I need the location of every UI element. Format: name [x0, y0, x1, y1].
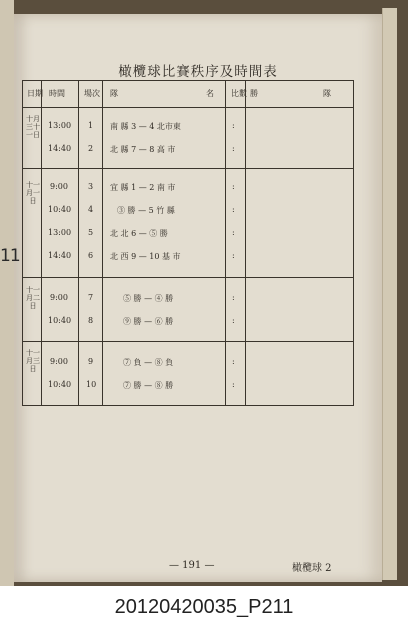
row-seq: 5 — [88, 228, 94, 237]
row-time: 10:40 — [48, 316, 72, 325]
margin-stamp: 11 — [0, 246, 20, 266]
row-time: 13:00 — [48, 121, 72, 130]
row-match: 北 縣 7 — 8 高 市 — [110, 145, 176, 154]
row-time: 10:40 — [48, 380, 72, 389]
header-team2: 隊 — [323, 89, 331, 98]
header-name: 名 — [206, 89, 214, 98]
row-match: ⑤ 勝 — ④ 勝 — [123, 294, 174, 303]
date-label: 十一月三日 — [26, 349, 40, 373]
row-colon: : — [232, 144, 235, 153]
row-match: 宜 縣 1 — 2 南 市 — [110, 183, 176, 192]
image-caption: 20120420035_P211 — [114, 596, 294, 618]
col-divider — [102, 81, 103, 405]
row-seq: 9 — [88, 357, 94, 366]
table-header — [23, 81, 353, 108]
row-colon: : — [232, 316, 235, 325]
row-time: 13:00 — [48, 228, 72, 237]
row-time: 9:00 — [50, 293, 68, 302]
header-teams: 隊 — [110, 89, 118, 98]
row-time: 10:40 — [48, 205, 72, 214]
header-result: 勝 — [250, 89, 258, 98]
col-divider — [41, 81, 42, 405]
page-title: 橄欖球比賽秩序及時間表 — [118, 64, 278, 80]
row-seq: 7 — [88, 293, 94, 302]
row-colon: : — [232, 357, 235, 366]
row-time: 14:40 — [48, 144, 72, 153]
row-time: 9:00 — [50, 182, 68, 191]
schedule-table — [22, 80, 354, 406]
row-colon: : — [232, 121, 235, 130]
header-score: 比數 — [231, 89, 247, 98]
page-number: — 191 — — [169, 560, 215, 571]
group-divider — [23, 277, 353, 278]
col-divider — [78, 81, 79, 405]
row-match: ③ 勝 — 5 竹 縣 — [117, 206, 175, 215]
row-match: 北 北 6 — ⑤ 勝 — [110, 229, 168, 238]
row-colon: : — [232, 380, 235, 389]
group-divider — [23, 341, 353, 342]
footer-label: 橄欖球 2 — [292, 563, 332, 574]
row-seq: 6 — [88, 251, 94, 260]
row-time: 14:40 — [48, 251, 72, 260]
header-date: 日期 — [27, 89, 43, 98]
document-page — [14, 14, 382, 582]
row-seq: 1 — [88, 121, 94, 130]
header-time: 時間 — [49, 89, 65, 98]
row-colon: : — [232, 205, 235, 214]
date-label: 十一月一日 — [26, 181, 40, 205]
date-label: 十月三十一日 — [26, 115, 40, 139]
row-match: ⑨ 勝 — ⑥ 勝 — [123, 317, 174, 326]
row-colon: : — [232, 228, 235, 237]
left-page-edge — [0, 0, 14, 586]
date-label: 十一月二日 — [26, 286, 40, 310]
row-match: ⑦ 負 — ⑧ 負 — [123, 358, 174, 367]
row-colon: : — [232, 293, 235, 302]
row-colon: : — [232, 251, 235, 260]
row-colon: : — [232, 182, 235, 191]
row-match: 南 縣 3 — 4 北市東 — [110, 122, 181, 131]
row-seq: 8 — [88, 316, 94, 325]
right-page-edge — [382, 8, 397, 580]
header-seq: 場次 — [84, 89, 100, 98]
row-match: 北 西 9 — 10 基 市 — [110, 252, 181, 261]
row-match: ⑦ 勝 — ⑧ 勝 — [123, 381, 174, 390]
row-time: 9:00 — [50, 357, 68, 366]
row-seq: 3 — [88, 182, 94, 191]
row-seq: 4 — [88, 205, 94, 214]
col-divider — [245, 81, 246, 405]
col-divider — [225, 81, 226, 405]
row-seq: 2 — [88, 144, 94, 153]
group-divider — [23, 168, 353, 169]
row-seq: 10 — [86, 380, 97, 389]
